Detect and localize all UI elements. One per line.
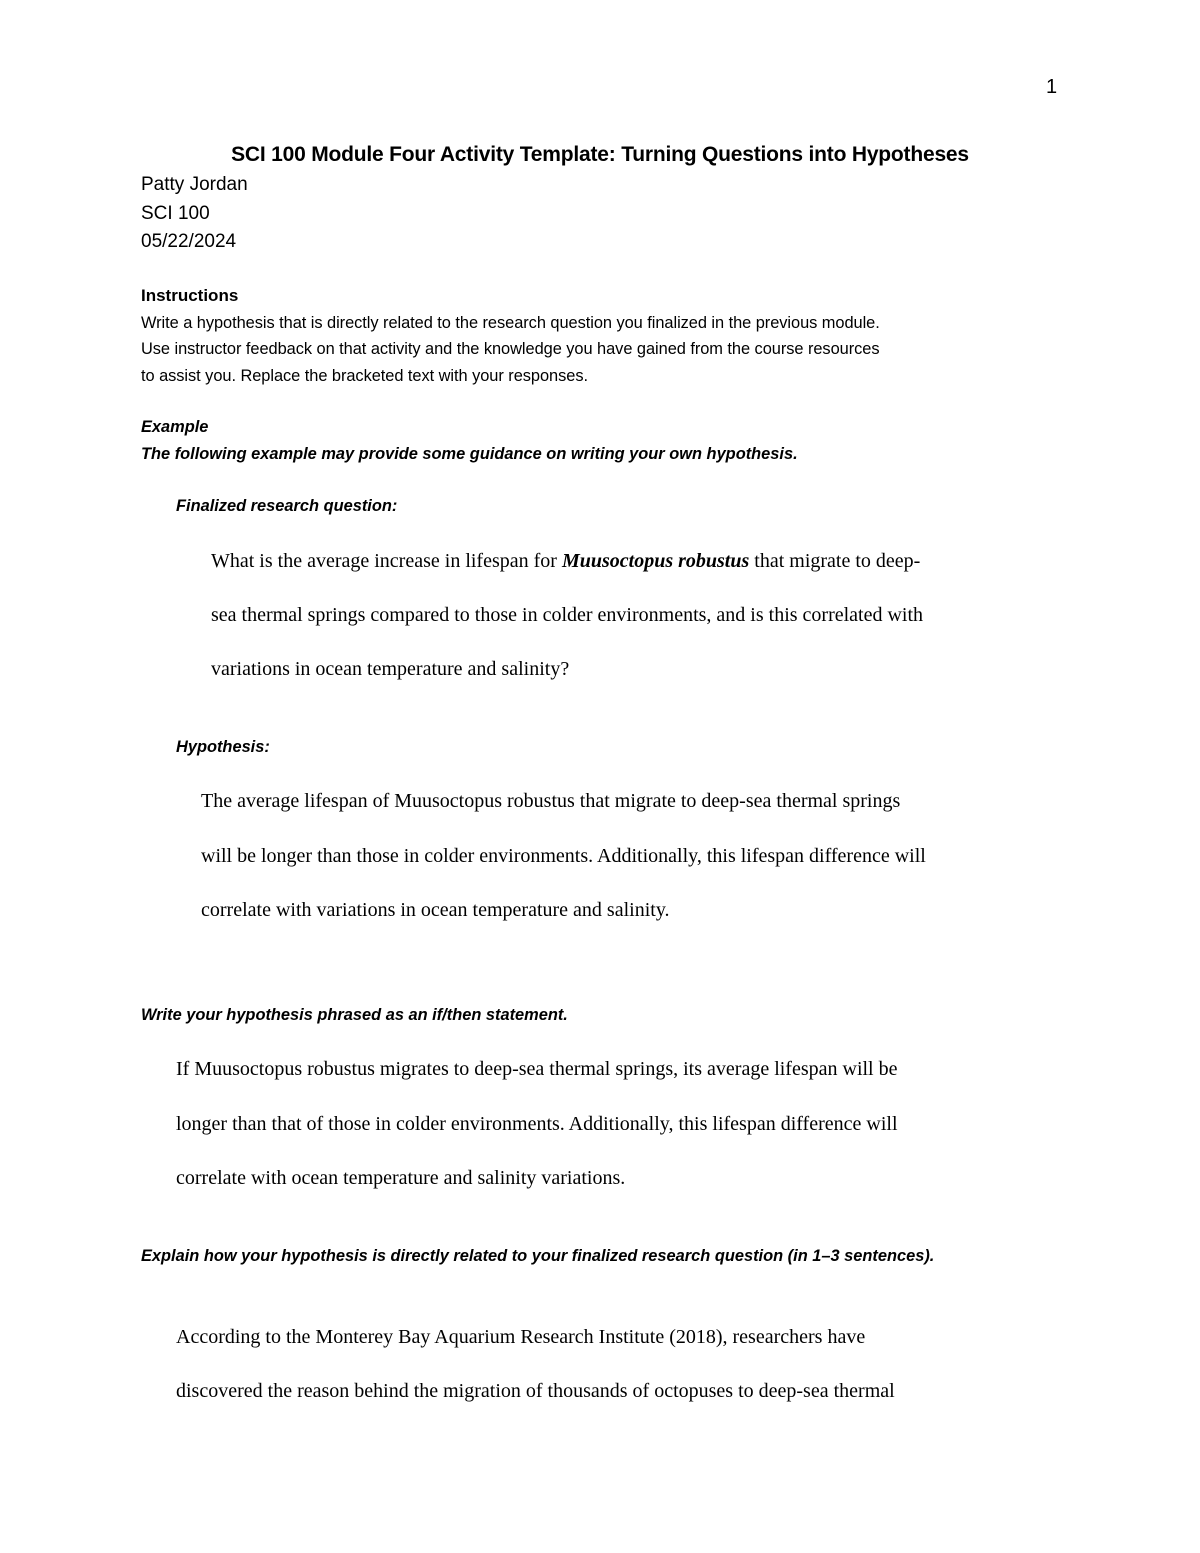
example-subheading: The following example may provide some guidance on writing your own hypothesis. bbox=[141, 445, 798, 463]
explain-answer-line: According to the Monterey Bay Aquarium Research Institute (2018), researchers have bbox=[176, 1326, 866, 1348]
example-heading: Example bbox=[141, 418, 209, 436]
research-question-label: Finalized research question: bbox=[176, 497, 398, 515]
author-name: Patty Jordan bbox=[141, 174, 248, 195]
if-then-answer-line: correlate with ocean temperature and salinity variations. bbox=[176, 1167, 626, 1189]
if-then-prompt: Write your hypothesis phrased as an if/then statement. bbox=[141, 1006, 568, 1024]
example-hypothesis-line: correlate with variations in ocean temperature and salinity. bbox=[201, 899, 670, 921]
example-hypothesis-line: The average lifespan of Muusoctopus robustus that migrate to deep-sea thermal springs bbox=[201, 790, 901, 812]
if-then-answer-line: longer than that of those in colder environments. Additionally, this lifespan difference will bbox=[176, 1113, 898, 1135]
course-code: SCI 100 bbox=[141, 203, 210, 224]
research-question-line bbox=[211, 550, 920, 573]
example-hypothesis-line: will be longer than those in colder environments. Additionally, this lifespan difference will bbox=[201, 845, 926, 867]
instructions-heading: Instructions bbox=[141, 286, 239, 305]
instructions-line: Use instructor feedback on that activity and the knowledge you have gained from the course resources bbox=[141, 340, 880, 358]
instructions-line: to assist you. Replace the bracketed text with your responses. bbox=[141, 367, 588, 385]
research-question-line: sea thermal springs compared to those in colder environments, and is this correlated with bbox=[211, 604, 924, 626]
submission-date: 05/22/2024 bbox=[141, 231, 237, 252]
research-question-text: that migrate to deep- bbox=[749, 550, 921, 572]
explain-prompt: Explain how your hypothesis is directly related to your finalized research question (in 1–3 sentences). bbox=[141, 1247, 935, 1265]
hypothesis-label: Hypothesis: bbox=[176, 738, 270, 756]
document-title: SCI 100 Module Four Activity Template: Turning Questions into Hypotheses bbox=[231, 143, 969, 166]
instructions-line: Write a hypothesis that is directly related to the research question you finalized in the previous module. bbox=[141, 314, 880, 332]
species-name: Muusoctopus robustus bbox=[561, 550, 750, 572]
page-number: 1 bbox=[1046, 76, 1058, 98]
research-question-text: What is the average increase in lifespan for bbox=[211, 550, 562, 572]
explain-answer-line: discovered the reason behind the migration of thousands of octopuses to deep-sea thermal bbox=[176, 1380, 895, 1402]
research-question-line: variations in ocean temperature and salinity? bbox=[211, 658, 570, 680]
if-then-answer-line: If Muusoctopus robustus migrates to deep-sea thermal springs, its average lifespan will be bbox=[176, 1058, 898, 1080]
